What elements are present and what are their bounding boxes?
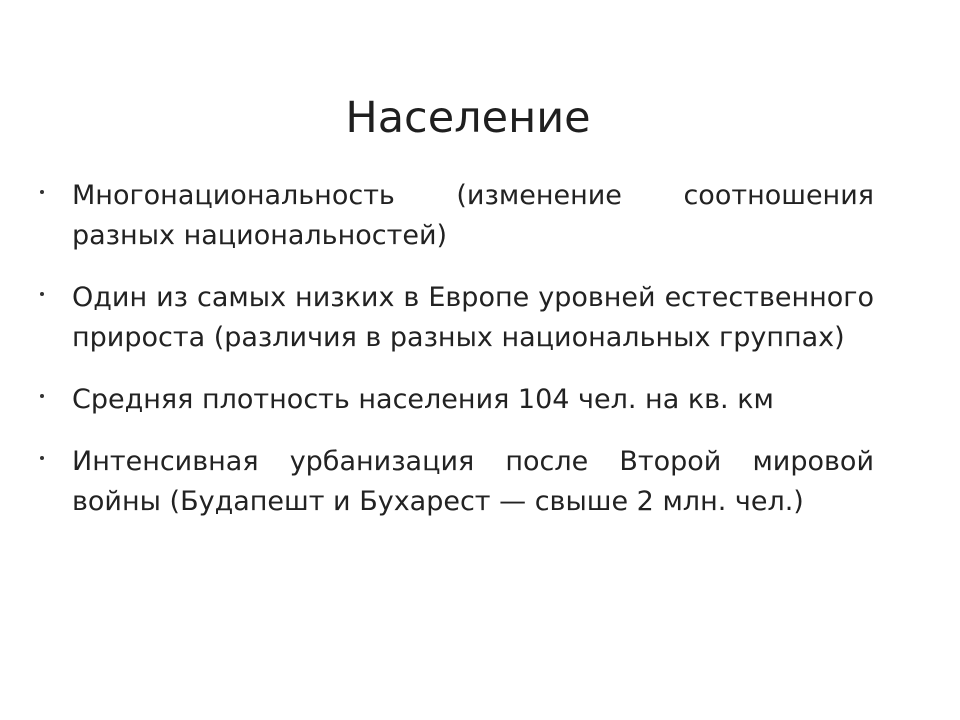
bullet-dot-icon [40, 292, 44, 296]
bullet-list [38, 176, 874, 544]
bullet-item [38, 278, 874, 358]
bullet-text: Средняя плотность населения 104 чел. на кв. км [72, 384, 774, 415]
slide-title: Население [345, 93, 591, 143]
bullet-dot-icon [40, 456, 44, 460]
bullet-item [38, 380, 874, 420]
bullet-dot-icon [40, 190, 44, 194]
bullet-text: Многонациональность (изменение соотношения разных национальностей) [72, 180, 874, 251]
bullet-item [38, 176, 874, 256]
bullet-dot-icon [40, 394, 44, 398]
bullet-text: Один из самых низких в Европе уровней естественного прироста (различия в разных национальных группах) [72, 282, 874, 353]
bullet-text: Интенсивная урбанизация после Второй мировой войны (Будапешт и Бухарест — свыше 2 млн. чел.) [72, 446, 874, 517]
bullet-item [38, 442, 874, 522]
